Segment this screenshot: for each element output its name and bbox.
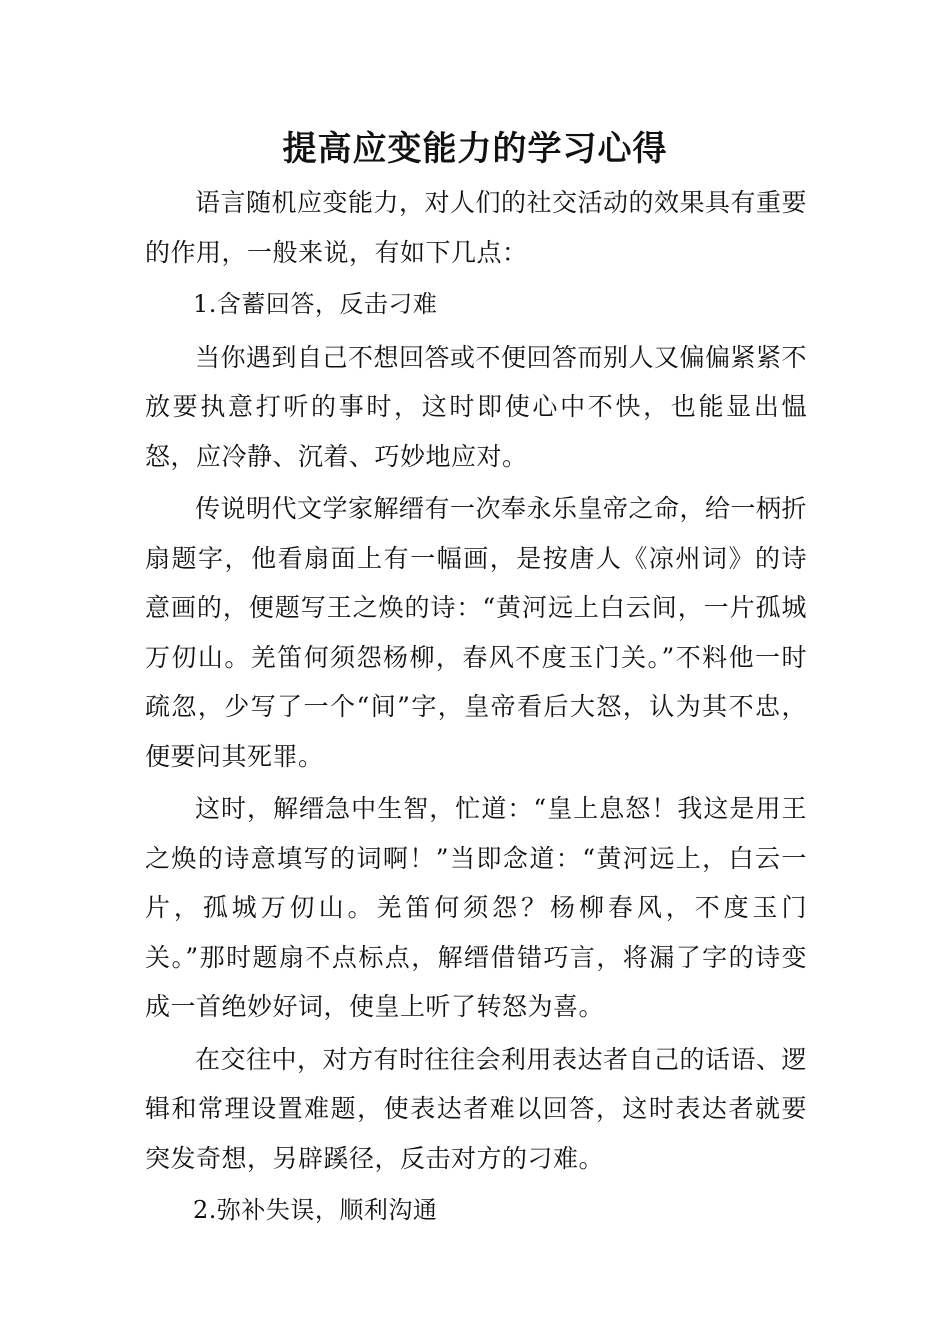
paragraph-response: 这时，解缙急中生智，忙道：“皇上息怒！我这是用王之焕的诗意填写的词啊！”当即念道：“黄河远上，白云一片，孤城万仞山。羌笛何须怨？杨柳春风，不度玉门关。”那时题扇不点标点，解缙借错巧言，将漏了字的诗变成一首绝妙好词，使皇上听了转怒为喜。 — [145, 794, 807, 1021]
paragraph-intro: 语言随机应变能力，对人们的社交活动的效果具有重要的作用，一般来说，有如下几点： — [145, 188, 808, 267]
paragraph-summary: 在交往中，对方有时往往会利用表达者自己的话语、逻辑和常理设置难题，使表达者难以回答，这时表达者就要突发奇想，另辟蹊径，反击对方的刁难。 — [145, 1044, 808, 1173]
paragraph-1: 当你遇到自己不想回答或不便回答而别人又偏偏紧紧不放要执意打听的事时，这时即使心中不快，也能显出愠怒，应冷静、沉着、巧妙地应对。 — [145, 342, 808, 471]
section-heading-2: 2.弥补失误，顺利沟通 — [193, 1196, 438, 1224]
document-title: 提高应变能力的学习心得 — [282, 129, 668, 169]
section-heading-1: 1.含蓄回答，反击刁难 — [193, 290, 438, 318]
paragraph-story: 传说明代文学家解缙有一次奉永乐皇帝之命，给一柄折扇题字，他看扇面上有一幅画，是按唐人《凉州词》的诗意画的，便题写王之焕的诗：“黄河远上白云间，一片孤城万仞山。羌笛何须怨杨柳，春风不度玉门关。”不料他一时疏忽，少写了一个“间”字，皇帝看后大怒，认为其不忠，便要问其死罪。 — [145, 494, 808, 771]
document-body — [145, 178, 807, 1236]
